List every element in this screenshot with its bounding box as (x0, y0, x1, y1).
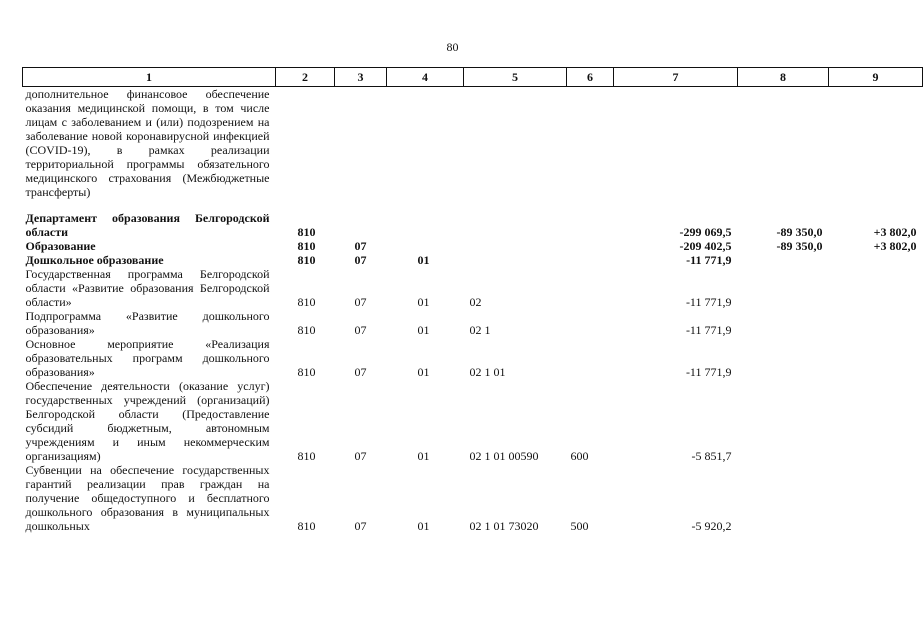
row-ministry-code (276, 87, 335, 200)
table-row (23, 337, 923, 379)
row-target-article: 02 (469, 295, 482, 309)
row-amount-3 (829, 253, 923, 267)
row-amount-2 (738, 253, 829, 267)
row-section: 07 (354, 253, 367, 267)
row-amount-2 (738, 379, 829, 463)
row-subsection: 01 (417, 365, 430, 379)
row-name: дополнительное финансовое обеспечение оказания медицинской помощи, в том числе лицам с заболеванием и (или) подозрением на заболевание новой коронавирусной инфекцией (COVID-19), в рамках реализации территориальной программы обязательного медицинского страхования (Межбюджетные трансферты) (25, 87, 270, 199)
row-ministry-code: 810 (297, 239, 316, 253)
row-name: Департамент образования Белгородской области (25, 211, 270, 239)
header-col-5: 5 (464, 68, 567, 87)
header-col-7: 7 (614, 68, 738, 87)
header-col-3: 3 (335, 68, 387, 87)
row-amount-3 (829, 309, 923, 337)
row-ministry-code: 810 (297, 449, 316, 463)
row-name: Основное мероприятие «Реализация образовательных программ дошкольного образования» (25, 337, 270, 379)
row-amount-1: -299 069,5 (679, 225, 732, 239)
row-spacer (23, 199, 923, 211)
row-target-article (464, 253, 567, 267)
row-amount-1: -209 402,5 (679, 239, 732, 253)
row-expense-type (567, 267, 614, 309)
row-amount-1: -11 771,9 (685, 295, 732, 309)
row-subsection: 01 (417, 253, 430, 267)
row-target-article: 02 1 (469, 323, 491, 337)
budget-table (22, 67, 923, 533)
row-amount-1: -11 771,9 (686, 253, 732, 267)
row-section (335, 87, 387, 200)
row-name: Образование (25, 239, 96, 253)
row-section: 07 (354, 449, 367, 463)
row-target-article: 02 1 01 00590 (469, 449, 539, 463)
row-expense-type (567, 87, 614, 200)
header-col-6: 6 (567, 68, 614, 87)
row-amount-3 (829, 463, 923, 533)
row-target-article (464, 239, 567, 253)
row-amount-2 (738, 267, 829, 309)
row-target-article: 02 1 01 (469, 365, 506, 379)
header-col-1: 1 (23, 68, 276, 87)
table-row (23, 309, 923, 337)
row-section: 07 (354, 239, 367, 253)
row-amount-2: -89 350,0 (776, 239, 823, 253)
row-subsection (387, 211, 464, 239)
row-section: 07 (354, 519, 367, 533)
row-amount-1 (614, 87, 738, 200)
row-subsection: 01 (417, 519, 430, 533)
header-col-8: 8 (738, 68, 829, 87)
header-col-9: 9 (829, 68, 923, 87)
table-row (23, 87, 923, 200)
row-name: Подпрограмма «Развитие дошкольного образования» (25, 309, 270, 337)
row-target-article (464, 87, 567, 200)
table-row (23, 267, 923, 309)
row-name: Дошкольное образование (25, 253, 164, 267)
row-section: 07 (354, 323, 367, 337)
row-amount-3: +3 802,0 (873, 225, 917, 239)
header-col-4: 4 (387, 68, 464, 87)
table-row (23, 211, 923, 239)
row-ministry-code: 810 (297, 295, 316, 309)
row-section: 07 (354, 295, 367, 309)
table-row (23, 379, 923, 463)
row-subsection: 01 (417, 323, 430, 337)
row-target-article: 02 1 01 73020 (469, 519, 539, 533)
row-name: Государственная программа Белгородской области «Развитие образования Белгородской области» (25, 267, 270, 309)
row-amount-2 (738, 309, 829, 337)
page-number: 80 (446, 40, 459, 54)
row-amount-3 (829, 379, 923, 463)
row-amount-2 (738, 463, 829, 533)
row-subsection (387, 87, 464, 200)
row-expense-type (567, 211, 614, 239)
header-row (23, 68, 923, 87)
table-row (23, 253, 923, 267)
row-subsection (387, 239, 464, 253)
row-amount-3: +3 802,0 (873, 239, 917, 253)
row-amount-1: -11 771,9 (685, 323, 732, 337)
row-expense-type (567, 239, 614, 253)
row-amount-2: -89 350,0 (776, 225, 823, 239)
row-subsection: 01 (417, 295, 430, 309)
row-expense-type: 500 (570, 519, 589, 533)
row-subsection: 01 (417, 449, 430, 463)
row-ministry-code: 810 (297, 365, 316, 379)
row-amount-1: -5 851,7 (691, 449, 732, 463)
row-amount-2 (738, 87, 829, 200)
row-amount-1: -5 920,2 (691, 519, 732, 533)
table-row (23, 239, 923, 253)
row-name: Субвенции на обеспечение государственных гарантий реализации прав граждан на получение общедоступного и бесплатного дошкольного образования в муниципальных дошкольных (25, 463, 270, 533)
table-row (23, 463, 923, 533)
row-target-article (464, 211, 567, 239)
row-amount-3 (829, 87, 923, 200)
row-amount-2 (738, 337, 829, 379)
row-ministry-code: 810 (297, 253, 316, 267)
row-amount-1: -11 771,9 (685, 365, 732, 379)
row-section (335, 211, 387, 239)
row-section: 07 (354, 365, 367, 379)
row-expense-type (567, 309, 614, 337)
row-ministry-code: 810 (297, 225, 316, 239)
header-col-2: 2 (276, 68, 335, 87)
row-expense-type (567, 253, 614, 267)
row-name: Обеспечение деятельности (оказание услуг) государственных учреждений (организаций) Белгородской области (Предоставление субсидий бюджетным, автономным учреждениям и иным некоммерческим организациям) (25, 379, 270, 463)
row-amount-3 (829, 267, 923, 309)
row-amount-3 (829, 337, 923, 379)
row-ministry-code: 810 (297, 519, 316, 533)
row-ministry-code: 810 (297, 323, 316, 337)
row-expense-type (567, 337, 614, 379)
row-expense-type: 600 (570, 449, 589, 463)
